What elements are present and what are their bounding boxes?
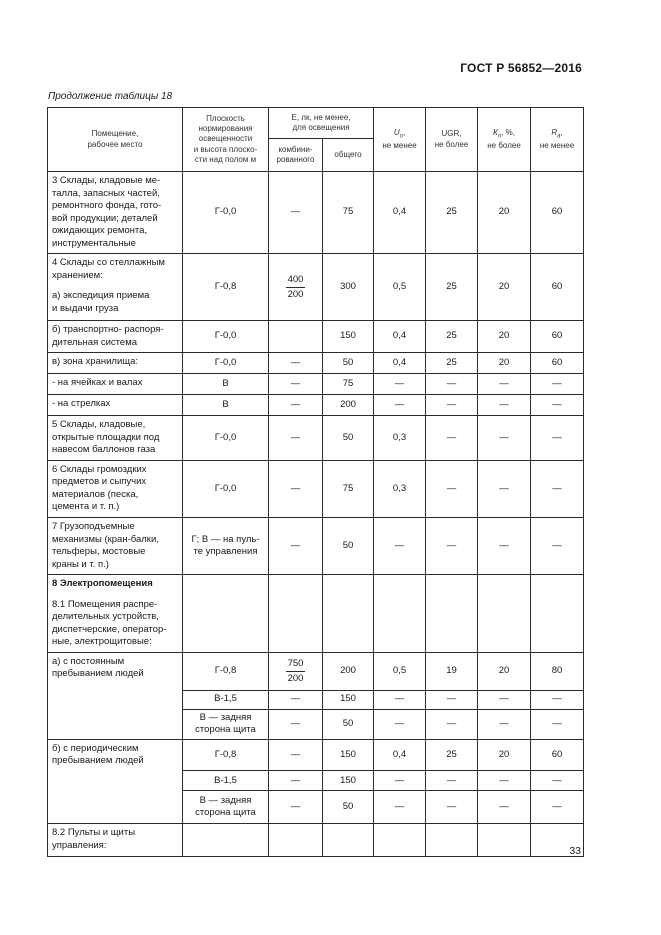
cell-ugr: 25 [426, 353, 478, 374]
cell-kp [478, 575, 531, 653]
room-text-line: навесом баллонов газа [52, 444, 156, 456]
cell-combined: — [269, 739, 323, 771]
cell-room [48, 575, 183, 653]
table-row [48, 374, 584, 395]
cell-plane: В [183, 374, 269, 395]
room-text-line: 3 Склады, кладовые ме- [52, 175, 161, 186]
cell-plane [183, 575, 269, 653]
room-text-line: открытые площадки под [52, 431, 160, 443]
cell-ra: 60 [531, 254, 584, 321]
cell-general [323, 824, 374, 857]
cell-ra: — [531, 416, 584, 461]
cell-kp: — [478, 460, 531, 517]
cell-plane: Г-0,0 [183, 460, 269, 517]
table-row [48, 575, 584, 653]
table-row [48, 254, 584, 321]
room-text-line: ремонтного фонда, гото- [52, 200, 162, 212]
header-color-rendering: $R_а$, не менее [531, 108, 584, 172]
fraction [286, 658, 306, 684]
table-row [48, 652, 584, 690]
cell-room [48, 416, 183, 461]
cell-uo: 0,4 [374, 739, 426, 771]
cell-kp: — [478, 395, 531, 416]
header-general-lighting: общего [323, 139, 374, 172]
cell-general: 150 [323, 690, 374, 709]
room-text-line: хранением: [52, 269, 103, 281]
cell-kp: 20 [478, 254, 531, 321]
room-text-line: тельферы, мостовые [52, 546, 146, 558]
cell-room [48, 374, 183, 395]
cell-general: 50 [323, 709, 374, 739]
cell-uo: — [374, 709, 426, 739]
room-text-line: инструментальные [52, 237, 136, 249]
cell-ugr: — [426, 395, 478, 416]
cell-combined [269, 824, 323, 857]
cell-plane: В [183, 395, 269, 416]
header-pulsation: $К_п$, %, не более [478, 108, 531, 172]
cell-ugr: — [426, 709, 478, 739]
cell-plane: Г-0,8 [183, 652, 269, 690]
room-text-line [52, 591, 178, 599]
cell-ugr: 25 [426, 739, 478, 771]
lighting-norms-table [47, 107, 584, 857]
room-text-line: а) с постоянным [52, 655, 125, 667]
header-room: Помещение, рабочее место [48, 108, 183, 172]
cell-ra: 60 [531, 739, 584, 771]
cell-combined [269, 254, 323, 321]
fraction-numerator: 400 [286, 274, 306, 287]
room-text-line: 7 Грузоподъемные [52, 520, 135, 532]
cell-ugr: — [426, 374, 478, 395]
cell-kp: 20 [478, 739, 531, 771]
cell-room [48, 254, 183, 321]
cell-uo: 0,4 [374, 353, 426, 374]
cell-plane: Г-0,0 [183, 416, 269, 461]
cell-general: 75 [323, 374, 374, 395]
cell-combined: — [269, 172, 323, 254]
cell-room [48, 739, 183, 771]
room-text-line: цемента и т. п.) [52, 501, 120, 513]
cell-kp: 20 [478, 321, 531, 353]
cell-ra: — [531, 395, 584, 416]
cell-ugr: — [426, 791, 478, 824]
cell-plane: Г-0,0 [183, 321, 269, 353]
cell-kp: — [478, 416, 531, 461]
cell-general: 150 [323, 321, 374, 353]
cell-combined: — [269, 416, 323, 461]
room-text-line: б) транспортно- распоря- [52, 324, 164, 336]
room-text-line: пребыванием людей [52, 668, 144, 680]
cell-plane: Г; В — на пуль- те управления [183, 517, 269, 574]
table-row [48, 321, 584, 353]
cell-ra: — [531, 460, 584, 517]
room-text-line: ожидающих ремонта, [52, 225, 148, 237]
cell-room [48, 791, 183, 824]
cell-combined: — [269, 791, 323, 824]
cell-kp: — [478, 709, 531, 739]
cell-plane: В — задняя сторона щита [183, 791, 269, 824]
cell-plane: Г-0,8 [183, 254, 269, 321]
table-row [48, 460, 584, 517]
cell-plane: Г-0,0 [183, 172, 269, 254]
room-text-line: механизмы (кран-балки, [52, 533, 159, 545]
cell-general: 150 [323, 739, 374, 771]
header-uniformity: $U_о$, не менее [374, 108, 426, 172]
table-row [48, 791, 584, 824]
room-text-line: и выдачи груза [52, 302, 119, 314]
room-text-line: предметов и сыпучих [52, 476, 147, 488]
cell-uo: — [374, 690, 426, 709]
cell-combined [269, 321, 323, 353]
cell-kp: 20 [478, 172, 531, 254]
cell-ra [531, 575, 584, 653]
header-illuminance-group: Е, лк, не менее, для освещения [269, 108, 374, 139]
cell-general: 300 [323, 254, 374, 321]
cell-ugr: 25 [426, 254, 478, 321]
table-row [48, 824, 584, 857]
cell-uo: — [374, 771, 426, 791]
cell-ra: 60 [531, 321, 584, 353]
room-text-line: 5 Склады, кладовые, [52, 419, 146, 431]
cell-uo: 0,4 [374, 172, 426, 254]
cell-ugr: — [426, 517, 478, 574]
room-text-line: вой продукции; деталей [52, 212, 158, 224]
cell-uo [374, 824, 426, 857]
table-row [48, 739, 584, 771]
cell-ugr: — [426, 690, 478, 709]
fraction-denominator: 200 [287, 288, 304, 300]
cell-plane: Г-0,8 [183, 739, 269, 771]
cell-ugr [426, 824, 478, 857]
standard-code: ГОСТ Р 56852—2016 [460, 61, 582, 75]
room-text-line [52, 282, 178, 290]
cell-plane: Г-0,0 [183, 353, 269, 374]
room-text-line: талла, запасных частей, [52, 187, 160, 199]
cell-ra: 60 [531, 172, 584, 254]
cell-room [48, 824, 183, 857]
cell-uo: — [374, 395, 426, 416]
room-text-line: пребыванием людей [52, 755, 144, 767]
cell-room [48, 652, 183, 690]
cell-uo: — [374, 517, 426, 574]
cell-combined: — [269, 395, 323, 416]
cell-ra: — [531, 690, 584, 709]
table-row [48, 353, 584, 374]
table-row [48, 517, 584, 574]
cell-ugr: 19 [426, 652, 478, 690]
cell-general: 50 [323, 791, 374, 824]
cell-general: 50 [323, 416, 374, 461]
cell-combined: — [269, 709, 323, 739]
cell-kp: 20 [478, 353, 531, 374]
cell-ugr: — [426, 460, 478, 517]
room-text-line: управления: [52, 839, 107, 851]
room-text-line: 4 Склады со стеллажным [52, 257, 165, 269]
header-combined-lighting: комбини- рованного [269, 139, 323, 172]
cell-room [48, 690, 183, 709]
cell-plane: В-1,5 [183, 690, 269, 709]
cell-ugr: — [426, 416, 478, 461]
cell-combined: — [269, 460, 323, 517]
page-number: 33 [569, 845, 581, 857]
cell-ra: — [531, 517, 584, 574]
cell-room [48, 771, 183, 791]
cell-combined: — [269, 771, 323, 791]
cell-ugr: 25 [426, 321, 478, 353]
cell-kp: — [478, 791, 531, 824]
cell-ra: 60 [531, 353, 584, 374]
room-text-line: 8.1 Помещения распре- [52, 598, 158, 610]
cell-uo: 0,4 [374, 321, 426, 353]
cell-general: 75 [323, 172, 374, 254]
cell-combined: — [269, 517, 323, 574]
cell-combined: — [269, 690, 323, 709]
cell-plane [183, 824, 269, 857]
cell-kp: — [478, 517, 531, 574]
room-text-line: материалов (песка, [52, 488, 139, 500]
cell-combined [269, 652, 323, 690]
cell-plane: В-1,5 [183, 771, 269, 791]
cell-general: 200 [323, 395, 374, 416]
table-row [48, 416, 584, 461]
cell-ugr: — [426, 771, 478, 791]
room-text-line: 8 Электропомещения [52, 578, 153, 590]
cell-general: 150 [323, 771, 374, 791]
cell-uo: 0,3 [374, 416, 426, 461]
table-row [48, 709, 584, 739]
cell-uo: — [374, 374, 426, 395]
header-ugr: UGR, не более [426, 108, 478, 172]
cell-ugr [426, 575, 478, 653]
cell-ra: — [531, 791, 584, 824]
cell-general [323, 575, 374, 653]
table-caption: Продолжение таблицы 18 [48, 91, 173, 102]
cell-ra: — [531, 374, 584, 395]
room-text-line: 8.2 Пульты и щиты [52, 827, 136, 839]
cell-ra: — [531, 771, 584, 791]
cell-combined [269, 575, 323, 653]
cell-room [48, 709, 183, 739]
cell-uo: 0,5 [374, 254, 426, 321]
room-text-line: 6 Склады громоздких [52, 463, 147, 475]
cell-uo [374, 575, 426, 653]
cell-general: 200 [323, 652, 374, 690]
cell-kp: 20 [478, 652, 531, 690]
table-body [48, 172, 584, 857]
cell-general: 50 [323, 517, 374, 574]
room-text-line: дительная система [52, 336, 138, 348]
fraction-numerator: 750 [286, 658, 306, 671]
cell-uo: 0,3 [374, 460, 426, 517]
room-text-line: - на ячейках и валах [52, 377, 143, 389]
cell-room [48, 172, 183, 254]
room-text-line: а) экспедиция приема [52, 290, 150, 302]
cell-ugr: 25 [426, 172, 478, 254]
header-plane: Плоскость нормирования освещенности и высота плоско- сти над полом м [183, 108, 269, 172]
table-row [48, 771, 584, 791]
room-text-line: диспетчерские, оператор- [52, 623, 167, 635]
cell-kp: — [478, 690, 531, 709]
cell-combined: — [269, 374, 323, 395]
cell-combined: — [269, 353, 323, 374]
cell-uo: — [374, 791, 426, 824]
cell-ra: — [531, 709, 584, 739]
cell-uo: 0,5 [374, 652, 426, 690]
table-row [48, 690, 584, 709]
cell-general: 75 [323, 460, 374, 517]
cell-room [48, 353, 183, 374]
cell-kp: — [478, 771, 531, 791]
cell-kp [478, 824, 531, 857]
fraction-denominator: 200 [287, 672, 304, 684]
cell-plane: В — задняя сторона щита [183, 709, 269, 739]
cell-room [48, 395, 183, 416]
cell-room [48, 321, 183, 353]
room-text-line: делительных устройств, [52, 611, 159, 623]
cell-kp: — [478, 374, 531, 395]
cell-ra: 80 [531, 652, 584, 690]
room-text-line: б) с периодическим [52, 742, 139, 754]
room-text-line: - на стрелках [52, 398, 111, 410]
fraction [286, 274, 306, 300]
cell-room [48, 517, 183, 574]
room-text-line: в) зона хранилища: [52, 356, 139, 368]
cell-room [48, 460, 183, 517]
room-text-line: ные, электрощитовые: [52, 636, 152, 648]
table-row [48, 395, 584, 416]
cell-general: 50 [323, 353, 374, 374]
room-text-line: краны и т. п.) [52, 558, 109, 570]
table-row [48, 172, 584, 254]
